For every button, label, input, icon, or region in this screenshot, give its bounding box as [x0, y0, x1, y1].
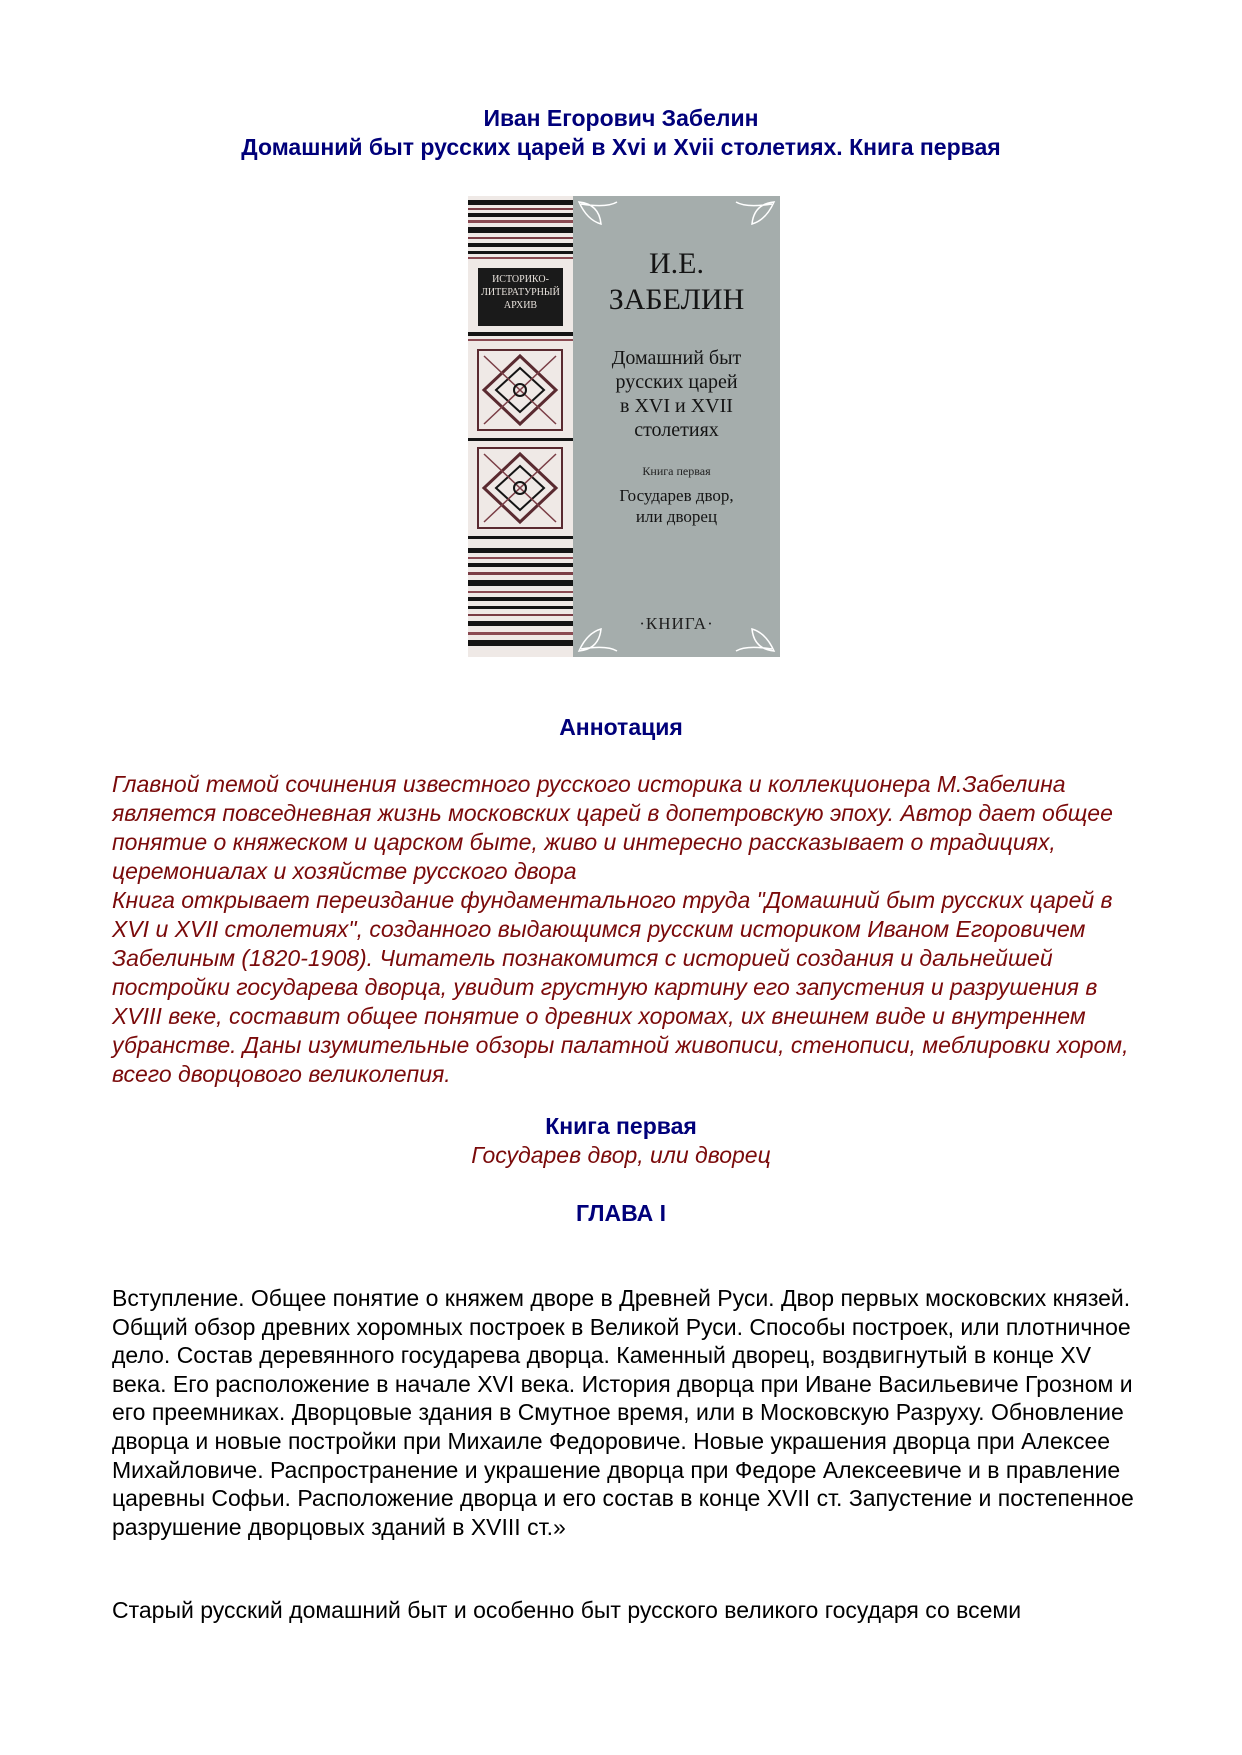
cover-spine	[468, 196, 573, 657]
corner-ornament-icon	[577, 200, 621, 244]
book-author: Иван Егорович Забелин	[483, 105, 759, 131]
cover-book-label: Книга первая	[642, 464, 711, 478]
chapter-heading: ГЛАВА I	[575, 1200, 667, 1226]
cover-author: И.Е. ЗАБЕЛИН	[608, 247, 745, 316]
cover-title: Домашний быт русских царей в XVI и XVII столетиях	[611, 347, 742, 441]
annotation-heading: Аннотация	[559, 714, 683, 740]
annotation-paragraph: Книга открывает переиздание фундаментального труда "Домашний быт русских царей в XVI и XVII столетиях", созданного выдающимся русским историком Иваном Егоровичем Забелиным (1820-1908). Читатель познакомится с историей создания и дальнейшей постройки государева дворца, увидит грустную картину его запустения и разрушения в XVIII веке, составит общее понятие о древних хоромах, их внешнем виде и внутреннем убранстве. Даны изумительные обзоры палатной живописи, стенописи, меблировки хором, всего дворцового великолепия.	[112, 887, 1129, 1087]
corner-ornament-icon	[732, 200, 776, 244]
knot-ornament-icon	[476, 446, 564, 530]
knot-ornament-icon	[476, 348, 564, 432]
book-title: Домашний быт русских царей в Xvi и Xvii столетиях. Книга первая	[241, 134, 1001, 160]
cover-subtitle: Государев двор, или дворец	[619, 486, 734, 526]
annotation-text	[112, 770, 1142, 1089]
book-part-subtitle: Государев двор, или дворец	[471, 1142, 771, 1168]
cover-front	[573, 196, 780, 657]
book-cover-image	[468, 196, 780, 657]
book-part-heading: Книга первая	[545, 1113, 697, 1139]
document-header	[0, 104, 1242, 162]
annotation-paragraph: Главной темой сочинения известного русского историка и коллекционера М.Забелина является повседневная жизнь московских царей в допетровскую эпоху. Автор дает общее понятие о княжеском и царском быте, живо и интересно рассказывает о традициях, церемониалах и хозяйстве русского двора	[112, 771, 1113, 884]
chapter-intro-paragraph: Вступление. Общее понятие о княжем дворе в Древней Руси. Двор первых московских князей. Общий обзор древних хоромных построек в Великой Руси. Способы построек, или плотничное дело. Состав деревянного государева дворца. Каменный дворец, воздвигнутый в конце XV века. Его расположение в начале XVI века. История дворца при Иване Васильевиче Грозном и его преемниках. Дворцовые здания в Смутное время, или в Московскую Разруху. Обновление дворца и новые постройки при Михаиле Федоровиче. Новые украшения дворца при Алексее Михайловиче. Распространение и украшение дворца при Федоре Алексеевиче и в правление царевны Софьи. Расположение дворца и его состав в конце XVII ст. Запустение и постепенное разрушение дворцовых зданий в XVIII ст.»	[112, 1285, 1134, 1540]
cover-series-label: ИСТОРИКО- ЛИТЕРАТУРНЫЙ АРХИВ	[478, 268, 563, 326]
cover-publisher: ·КНИГА·	[639, 614, 714, 633]
chapter-body-paragraph: Старый русский домашний быт и особенно быт русского великого государя со всеми	[112, 1597, 1022, 1623]
